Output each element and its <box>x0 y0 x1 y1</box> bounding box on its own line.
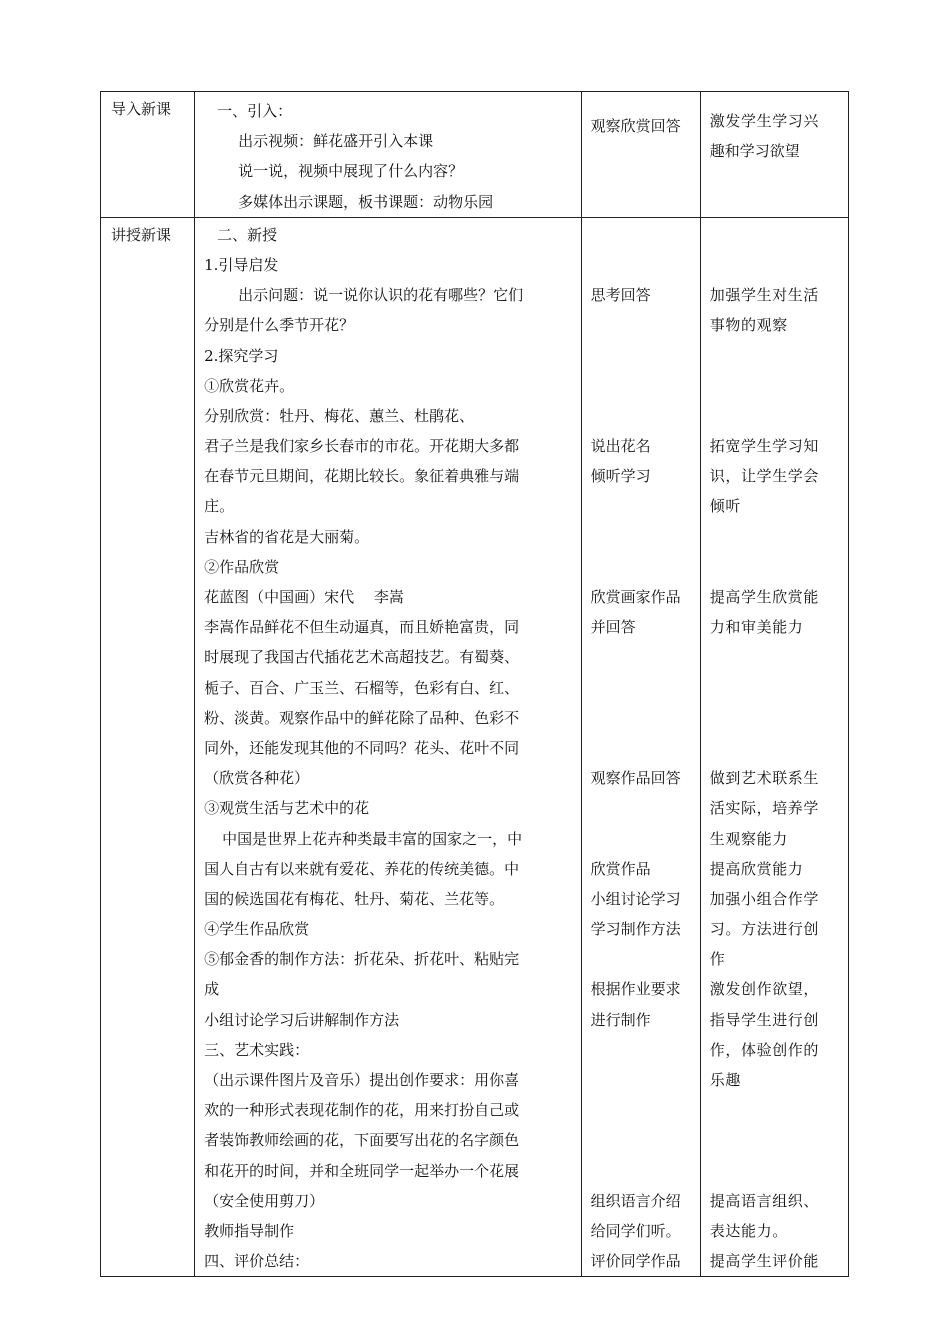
purpose-line: 做到艺术联系生 <box>709 769 819 788</box>
student-line: 小组讨论学习 <box>590 889 681 908</box>
content-line: 庄。 <box>204 497 235 516</box>
student-line: 并回答 <box>590 618 636 637</box>
student-block <box>582 218 700 1277</box>
content-line: 四、评价总结： <box>204 1252 310 1271</box>
purpose-line: 加强学生对生活 <box>709 286 819 305</box>
purpose-line <box>710 1125 842 1155</box>
content-line: 小组讨论学习后讲解制作方法 <box>204 1010 400 1029</box>
purpose-cell <box>700 217 848 1277</box>
purpose-line <box>710 1156 842 1186</box>
content-line: 李嵩作品鲜花不但生动逼真，而且娇艳富贵，同 <box>204 618 520 637</box>
student-activity-cell <box>581 217 700 1277</box>
purpose-line <box>710 522 842 552</box>
purpose-line: 提高语言组织、 <box>709 1191 819 1210</box>
purpose-block <box>701 92 848 166</box>
student-activity-cell <box>581 92 700 218</box>
purpose-line <box>710 642 842 672</box>
student-line <box>591 1065 694 1095</box>
purpose-line: 作 <box>709 950 726 969</box>
content-block <box>195 218 581 1277</box>
student-line: 说出花名 <box>590 437 651 456</box>
content-line: 粉、淡黄。观察作品中的鲜花除了品种、色彩不 <box>204 708 520 727</box>
purpose-line: 加强小组合作学 <box>709 889 819 908</box>
purpose-line: 识，让学生学会 <box>709 467 819 486</box>
purpose-block <box>701 218 848 1277</box>
purpose-line: 事物的观察 <box>709 316 788 335</box>
content-line: 三、艺术实践： <box>204 1040 310 1059</box>
purpose-line: 拓宽学生学习知 <box>709 437 819 456</box>
content-block <box>195 92 581 217</box>
purpose-line: 力和审美能力 <box>709 618 804 637</box>
content-line: 者装饰教师绘画的花，下面要写出花的名字颜色 <box>204 1131 520 1150</box>
student-line <box>591 220 694 250</box>
purpose-line: 趣和学习欲望 <box>709 142 800 161</box>
content-line: （欣赏各种花） <box>204 769 310 788</box>
content-line: ①欣赏花卉。 <box>204 376 295 395</box>
purpose-line: 作，体验创作的 <box>709 1040 819 1059</box>
content-line: 2.探究学习 <box>204 346 279 365</box>
student-line: 倾听学习 <box>590 467 651 486</box>
purpose-line: 激发学生学习兴 <box>709 112 819 130</box>
student-line <box>591 944 694 974</box>
student-block <box>582 92 700 141</box>
purpose-line <box>710 733 842 763</box>
purpose-line <box>710 552 842 582</box>
student-line: 评价同学作品 <box>590 1252 681 1271</box>
student-line: 给同学们听。 <box>590 1221 681 1240</box>
purpose-line <box>710 371 842 401</box>
section-label-cell <box>101 217 195 1277</box>
content-line: 教师指导制作 <box>204 1221 295 1240</box>
student-line: 思考回答 <box>590 286 651 305</box>
student-line <box>591 552 694 582</box>
purpose-line: 指导学生进行创 <box>709 1010 819 1029</box>
student-line: 欣赏画家作品 <box>590 588 681 606</box>
purpose-line: 提高学生欣赏能 <box>709 588 819 606</box>
student-line <box>591 1156 694 1186</box>
student-line <box>591 310 694 340</box>
student-line <box>591 522 694 552</box>
purpose-line <box>710 341 842 371</box>
content-line: 欢的一种形式表现花制作的花，用来打扮自己或 <box>204 1101 520 1120</box>
content-line: 分别欣赏：牡丹、梅花、蕙兰、杜鹃花、 <box>204 406 475 425</box>
content-line: 1.引导启发 <box>204 255 279 274</box>
purpose-line: 习。方法进行创 <box>709 920 819 939</box>
purpose-line: 激发创作欲望， <box>709 980 819 999</box>
content-line: 国的候选国花有梅花、牡丹、菊花、兰花等。 <box>204 889 505 908</box>
student-line <box>591 642 694 672</box>
purpose-line: 表达能力。 <box>709 1221 788 1240</box>
section-label-cell <box>101 92 195 218</box>
purpose-line <box>710 220 842 250</box>
student-line: 进行制作 <box>590 1010 651 1029</box>
purpose-line <box>710 401 842 431</box>
content-cell <box>195 217 582 1277</box>
content-line: ②作品欣赏 <box>204 557 280 576</box>
student-line <box>591 1095 694 1125</box>
content-line: ④学生作品欣赏 <box>204 920 310 939</box>
content-cell <box>195 92 582 218</box>
purpose-line: 提高欣赏能力 <box>709 859 804 878</box>
student-line <box>591 491 694 521</box>
content-line: 二、新授 <box>217 225 278 244</box>
student-line <box>591 673 694 703</box>
content-line: （出示课件图片及音乐）提出创作要求：用你喜 <box>204 1071 520 1089</box>
content-line: 出示视频：鲜花盛开引入本课 <box>238 132 434 151</box>
student-line <box>591 401 694 431</box>
content-line: 成 <box>204 980 220 999</box>
student-line: 根据作业要求 <box>590 980 681 999</box>
content-line: 国人自古有以来就有爱花、养花的传统美德。中 <box>204 859 520 878</box>
content-line: 君子兰是我们家乡长春市的市花。开花期大多都 <box>204 437 520 456</box>
content-line: 出示问题：说一说你认识的花有哪些？它们 <box>238 286 524 305</box>
purpose-line: 生观察能力 <box>709 829 788 848</box>
purpose-line <box>710 703 842 733</box>
table-row <box>101 217 849 1277</box>
student-line: 观察欣赏回答 <box>590 117 681 135</box>
student-line <box>591 250 694 280</box>
content-line: 分别是什么季节开花？ <box>204 316 355 335</box>
content-line: ③观赏生活与艺术中的花 <box>204 799 370 818</box>
purpose-line <box>710 673 842 703</box>
student-line <box>591 824 694 854</box>
student-line <box>591 1035 694 1065</box>
content-line: 中国是世界上花卉种类最丰富的国家之一，中 <box>222 829 523 848</box>
student-line <box>591 371 694 401</box>
student-line <box>591 341 694 371</box>
content-line: 栀子、百合、广玉兰、石榴等，色彩有白、红、 <box>204 678 520 697</box>
purpose-line: 倾听 <box>709 497 741 516</box>
student-line <box>591 733 694 763</box>
student-line <box>591 1125 694 1155</box>
student-line <box>591 793 694 823</box>
purpose-cell <box>700 92 848 218</box>
lesson-plan-table <box>100 91 849 1277</box>
content-line: 在春节元旦期间，花期比较长。象征着典雅与端 <box>204 467 520 486</box>
content-line: 一、引入： <box>217 102 293 120</box>
student-line: 欣赏作品 <box>590 859 651 878</box>
content-line: 吉林省的省花是大丽菊。 <box>204 527 370 546</box>
content-line: 多媒体出示课题，板书课题：动物乐园 <box>238 192 494 211</box>
student-line <box>591 703 694 733</box>
purpose-line: 提高学生评价能 <box>709 1252 819 1271</box>
section-label: 讲授新课 <box>111 225 172 244</box>
purpose-line: 活实际，培养学 <box>709 799 819 818</box>
table-row <box>101 92 849 218</box>
content-line: 时展现了我国古代插花艺术高超技艺。有蜀葵、 <box>204 648 520 667</box>
student-line: 学习制作方法 <box>590 920 681 939</box>
purpose-line: 乐趣 <box>709 1071 741 1089</box>
content-line: （安全使用剪刀） <box>204 1191 325 1210</box>
purpose-line <box>710 250 842 280</box>
student-line: 组织语言介绍 <box>590 1191 681 1210</box>
content-line: 花蓝图（中国画）宋代 李嵩 <box>204 588 404 606</box>
purpose-line <box>710 1095 842 1125</box>
content-line: 同外，还能发现其他的不同吗？花头、花叶不同 <box>204 738 520 757</box>
section-label: 导入新课 <box>111 100 172 118</box>
content-line: 和花开的时间，并和全班同学一起举办一个花展 <box>204 1161 520 1180</box>
content-line: ⑤郁金香的制作方法：折花朵、折花叶、粘贴完 <box>204 950 520 969</box>
student-line: 观察作品回答 <box>590 769 681 788</box>
content-line: 说一说，视频中展现了什么内容？ <box>238 162 464 181</box>
